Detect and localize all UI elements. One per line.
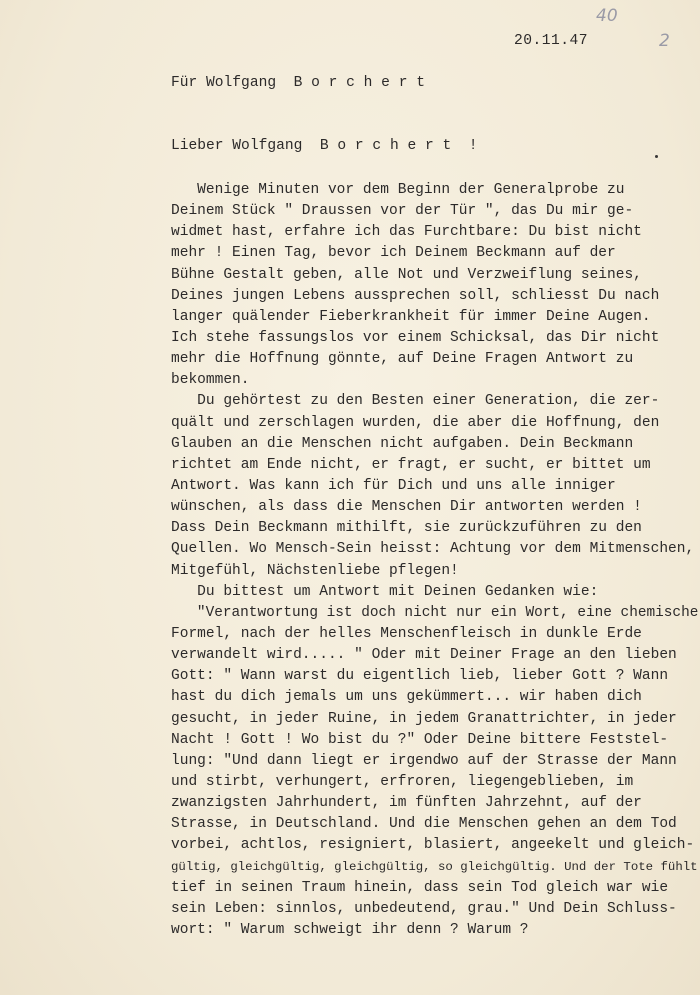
pencil-page-number: 40	[596, 6, 618, 26]
body-line: quält und zerschlagen wurden, die aber die Hoffnung, den	[171, 414, 660, 431]
body-line: Nacht ! Gott ! Wo bist du ?" Oder Deine bittere Feststel-	[171, 731, 669, 748]
body-line: lung: "Und dann liegt er irgendwo auf der Strasse der Mann	[171, 752, 677, 769]
body-line: Du gehörtest zu den Besten einer Generation, die zer-	[171, 393, 660, 410]
body-line: Ich stehe fassungslos vor einem Schicksal, das Dir nicht	[171, 329, 660, 346]
body-line: sein Leben: sinnlos, unbedeutend, grau." Und Dein Schluss-	[171, 900, 677, 917]
body-line: Du bittest um Antwort mit Deinen Gedanken wie:	[171, 583, 599, 600]
body-line: Bühne Gestalt geben, alle Not und Verzweiflung seines,	[171, 266, 642, 283]
body-line: mehr ! Einen Tag, bevor ich Deinem Beckmann auf der	[171, 245, 616, 262]
body-line: mehr die Hoffnung gönnte, auf Deine Fragen Antwort zu	[171, 351, 634, 368]
dedication-line: Für Wolfgang B o r c h e r t	[171, 75, 425, 91]
body-line: richtet am Ende nicht, er fragt, er sucht, er bittet um	[171, 456, 651, 473]
body-line: "Verantwortung ist doch nicht nur ein Wort, eine chemische	[171, 604, 699, 621]
body-line: Antwort. Was kann ich für Dich und uns alle inniger	[171, 477, 616, 494]
body-line: Gott: " Wann warst du eigentlich lieb, lieber Gott ? Wann	[171, 668, 669, 685]
body-line: Dass Dein Beckmann mithilft, sie zurückzuführen zu den	[171, 520, 642, 537]
body-line: Wenige Minuten vor dem Beginn der Generalprobe zu	[171, 182, 625, 198]
body-line: vorbei, achtlos, resigniert, blasiert, angeekelt und gleich-	[171, 837, 695, 854]
body-line: bekommen.	[171, 372, 250, 389]
letter-date: 20.11.47	[514, 33, 589, 49]
salutation: Lieber Wolfgang B o r c h e r t !	[171, 138, 478, 154]
body-line: hast du dich jemals um uns gekümmert... wir haben dich	[171, 689, 642, 706]
body-line: Glauben an die Menschen nicht aufgaben. Dein Beckmann	[171, 435, 634, 452]
body-line: Deinem Stück " Draussen vor der Tür ", das Du mir ge-	[171, 203, 634, 220]
body-line: verwandelt wird..... " Oder mit Deiner Frage an den lieben	[171, 647, 677, 664]
ink-dot	[655, 155, 658, 158]
letter-body	[171, 180, 700, 941]
body-line: Deines jungen Lebens aussprechen soll, schliesst Du nach	[171, 287, 660, 304]
body-line: tief in seinen Traum hinein, dass sein Tod gleich war wie	[171, 879, 669, 896]
body-line: Quellen. Wo Mensch-Sein heisst: Achtung vor dem Mitmenschen,	[171, 541, 695, 558]
body-line: langer quälender Fieberkrankheit für immer Deine Augen.	[171, 308, 651, 325]
body-line: gesucht, in jeder Ruine, in jedem Granattrichter, in jeder	[171, 710, 677, 727]
body-line: wünschen, als dass die Menschen Dir antworten werden !	[171, 499, 642, 516]
body-line: Formel, nach der helles Menschenfleisch in dunkle Erde	[171, 625, 642, 642]
body-line: widmet hast, erfahre ich das Furchtbare: Du bist nicht	[171, 224, 642, 241]
body-line: wort: " Warum schweigt ihr denn ? Warum ?	[171, 921, 529, 938]
body-line: und stirbt, verhungert, erfroren, liegengeblieben, im	[171, 773, 634, 790]
body-line: gültig, gleichgültig, gleichgültig, so gleichgültig. Und der Tote fühlt	[171, 859, 698, 874]
body-line: zwanzigsten Jahrhundert, im fünften Jahrzehnt, auf der	[171, 795, 642, 812]
body-line: Strasse, in Deutschland. Und die Menschen gehen an dem Tod	[171, 816, 677, 833]
pencil-sheet-number: 2	[659, 31, 670, 51]
body-line: Mitgefühl, Nächstenliebe pflegen!	[171, 562, 459, 579]
